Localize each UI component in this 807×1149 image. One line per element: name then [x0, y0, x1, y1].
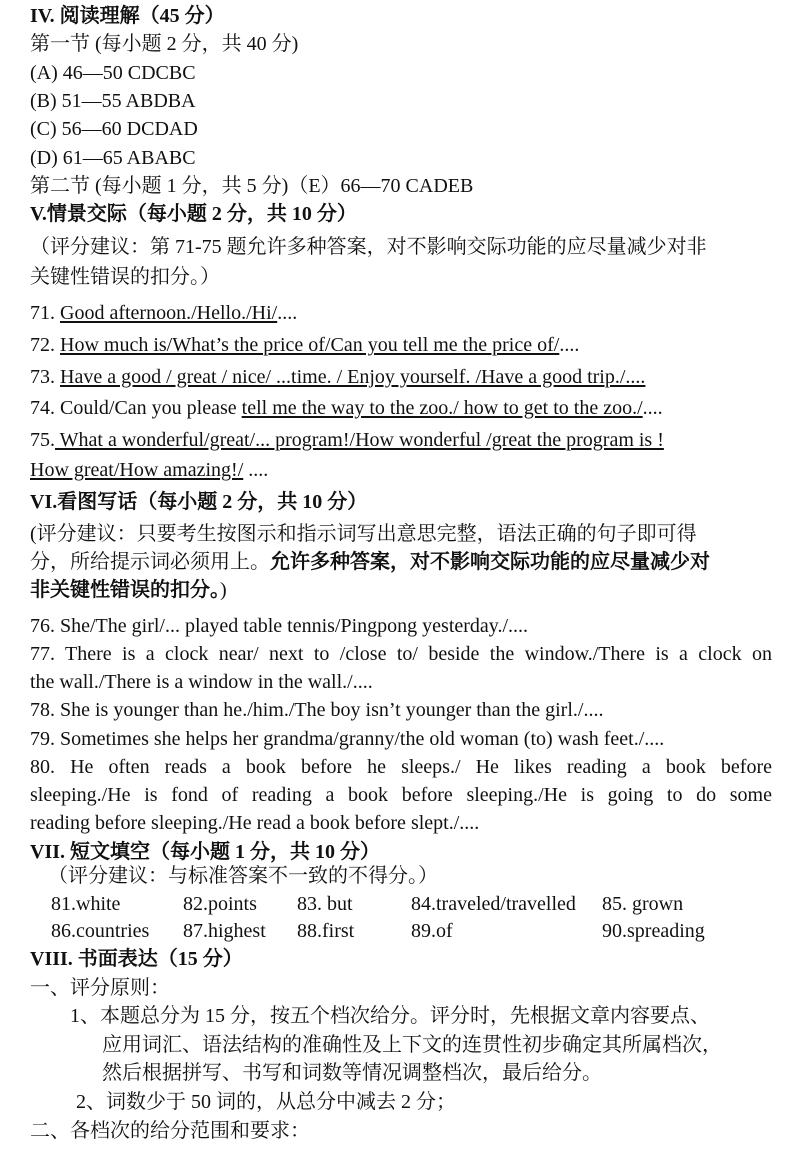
answer-73-number: 73. [30, 366, 60, 388]
section-vi-note-2-bold: 允许多种答案，对不影响交际功能的应尽量减少对 [270, 551, 710, 573]
answer-71-text: Good afternoon./Hello./Hi/ [60, 302, 278, 324]
rule-1-line-1: 1、本题总分为 15 分，按五个档次给分。评分时，先根据文章内容要点、 [70, 1005, 710, 1027]
section-vi-title: VI.看图写话（每小题 2 分，共 10 分） [30, 491, 368, 513]
answer-75-text: What a wonderful/great/... program!/How wonderful /great the program is ! [55, 429, 664, 451]
cloze-answer-84: 84.traveled/travelled [411, 893, 576, 915]
section-viii-principles: 一、评分原则： [30, 977, 170, 999]
answer-75-number: 75. [30, 429, 55, 451]
section-iv-part1: 第一节 (每小题 2 分，共 40 分) [30, 33, 299, 55]
answer-75-continued [30, 457, 268, 483]
cloze-answer-87: 87.highest [183, 920, 266, 942]
answer-73-text: Have a good / great / nice/ ...time. / Enjoy yourself. /Have a good trip./.... [60, 366, 646, 388]
answer-72 [30, 332, 579, 358]
answer-75-text-2: How great/How amazing!/ [30, 459, 244, 481]
cloze-answer-82: 82.points [183, 893, 257, 915]
section-vi-note-3-bold: 非关键性错误的扣分。 [30, 579, 220, 601]
answer-77-line-1: 77. There is a clock near/ next to /close to/ beside the window./There is a clock on [30, 643, 772, 665]
cloze-answer-86: 86.countries [51, 920, 150, 942]
cloze-answer-89: 89.of [411, 920, 453, 942]
answer-80-line-1: 80. He often reads a book before he sleeps./ He likes reading a book before [30, 756, 772, 778]
answer-71 [30, 300, 297, 326]
cloze-answer-81: 81.white [51, 893, 121, 915]
rule-1-line-3: 然后根据拼写、书写和词数等情况调整档次，最后给分。 [102, 1062, 602, 1084]
section-v-title: V.情景交际（每小题 2 分，共 10 分） [30, 203, 357, 225]
answer-72-text: How much is/What’s the price of/Can you tell me the price of/ [60, 334, 560, 356]
answer-74-end: .... [642, 397, 663, 419]
cloze-answers-row-2 [0, 918, 807, 944]
answer-74 [30, 395, 663, 421]
rule-2: 2、词数少于 50 词的，从总分中减去 2 分； [76, 1091, 456, 1113]
cloze-answer-85: 85. grown [602, 893, 684, 915]
answer-80-line-3: reading before sleeping./He read a book before slept./.... [30, 812, 480, 834]
section-iv-part2: 第二节 (每小题 1 分，共 5 分)（E）66—70 CADEB [30, 175, 474, 197]
answer-77-line-2: the wall./There is a window in the wall./.... [30, 671, 373, 693]
answer-line-c: (C) 56—60 DCDAD [30, 118, 198, 140]
answer-line-a: (A) 46—50 CDCBC [30, 62, 196, 84]
section-vi-note-2-plain: 分，所给提示词必须用上。 [30, 551, 270, 573]
rule-1-line-2: 应用词汇、语法结构的准确性及上下文的连贯性初步确定其所属档次， [102, 1034, 722, 1056]
answer-80-line-2: sleeping./He is fond of reading a book before sleeping./He is going to do some [30, 784, 772, 806]
answer-76: 76. She/The girl/... played table tennis/Pingpong yesterday./.... [30, 615, 529, 637]
answer-74-text: tell me the way to the zoo./ how to get to the zoo./ [241, 397, 643, 419]
section-viii-title: VIII. 书面表达（15 分） [30, 948, 243, 970]
section-vi-note-1: (评分建议：只要考生按图示和指示词写出意思完整，语法正确的句子即可得 [30, 523, 697, 545]
cloze-answer-88: 88.first [297, 920, 355, 942]
cloze-answers-row-1 [0, 891, 807, 917]
section-viii-levels: 二、各档次的给分范围和要求： [30, 1120, 310, 1142]
answer-line-b: (B) 51—55 ABDBA [30, 90, 196, 112]
answer-71-number: 71. [30, 302, 60, 324]
answer-72-end: .... [559, 334, 580, 356]
answer-78: 78. She is younger than he./him./The boy isn’t younger than the girl./.... [30, 699, 604, 721]
section-v-note-2: 关键性错误的扣分。） [30, 266, 220, 288]
cloze-answer-83: 83. but [297, 893, 353, 915]
answer-72-number: 72. [30, 334, 60, 356]
section-vii-note: （评分建议：与标准答案不一致的不得分。） [48, 865, 438, 887]
section-v-note-1: （评分建议：第 71-75 题允许多种答案，对不影响交际功能的应尽量减少对非 [30, 236, 707, 258]
answer-73 [30, 364, 645, 390]
answer-line-d: (D) 61—65 ABABC [30, 147, 196, 169]
section-vi-note-2 [30, 549, 710, 575]
cloze-answer-90: 90.spreading [602, 920, 705, 942]
answer-75 [30, 427, 664, 453]
section-vii-title: VII. 短文填空（每小题 1 分，共 10 分） [30, 841, 381, 863]
answer-71-end: .... [277, 302, 298, 324]
answer-79: 79. Sometimes she helps her grandma/granny/the old woman (to) wash feet./.... [30, 728, 665, 750]
section-iv-title: IV. 阅读理解（45 分） [30, 5, 225, 27]
answer-74-prefix: 74. Could/Can you please [30, 397, 242, 419]
section-vi-note-3-end: ) [220, 579, 227, 601]
answer-75-end: .... [243, 459, 269, 481]
section-vi-note-3 [30, 577, 227, 603]
